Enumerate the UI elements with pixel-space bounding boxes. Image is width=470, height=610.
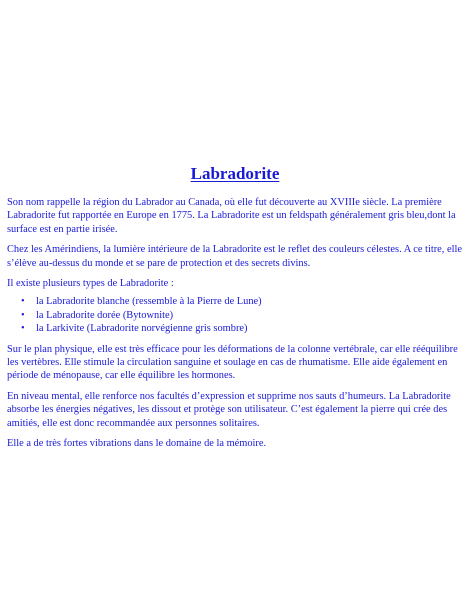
- paragraph-origin: Son nom rappelle la région du Labrador au Canada, où elle fut découverte au XVIIIe siècle. La première Labradorite fut rapportée en Europe en 1775. La Labradorite est un feldspath généralement gris bleu,dont la surface est en partie irisée.: [7, 197, 456, 235]
- bullet-icon: •: [21, 309, 25, 321]
- types-list: [7, 295, 463, 335]
- list-item: [21, 322, 463, 335]
- paragraph-mental: En niveau mental, elle renforce nos facultés d’expression et supprime nos sauts d’humeurs. La Labradorite absorbe les énergies négatives, les dissout et protège son utilisateur. C’est également la pierre qui crée des amitiés, elle est donc recommandée aux personnes solitaires.: [7, 390, 451, 429]
- list-item-text: la Labradorite dorée (Bytownite): [36, 309, 174, 321]
- bullet-icon: •: [21, 296, 25, 308]
- document-body: [7, 196, 463, 458]
- list-item: [21, 295, 463, 308]
- paragraph-amerindians: Chez les Amérindiens, la lumière intérieure de la Labradorite est le reflet des couleurs célestes. A ce titre, elle s’élève au-dessus du monde et se pare de protection et des secrets divins.: [7, 244, 462, 269]
- paragraph-physical: Sur le plan physique, elle est très efficace pour les déformations de la colonne vertébrale, car elle rééquilibre les vertèbres. Elle stimule la circulation sanguine et soulage en cas de rhumatisme. Elle aide également en période de ménopause, car elle équilibre les hormones.: [7, 343, 458, 382]
- bullet-icon: •: [21, 323, 25, 335]
- paragraph-types-intro: Il existe plusieurs types de Labradorite :: [7, 278, 174, 290]
- paragraph-memory: Elle a de très fortes vibrations dans le domaine de la mémoire.: [7, 438, 267, 450]
- list-item-text: la Labradorite blanche (ressemble à la Pierre de Lune): [36, 296, 262, 308]
- page-title: Labradorite: [190, 166, 280, 183]
- list-item: [21, 309, 463, 322]
- title-container: [0, 166, 470, 188]
- list-item-text: la Larkivite (Labradorite norvégienne gris sombre): [36, 323, 248, 335]
